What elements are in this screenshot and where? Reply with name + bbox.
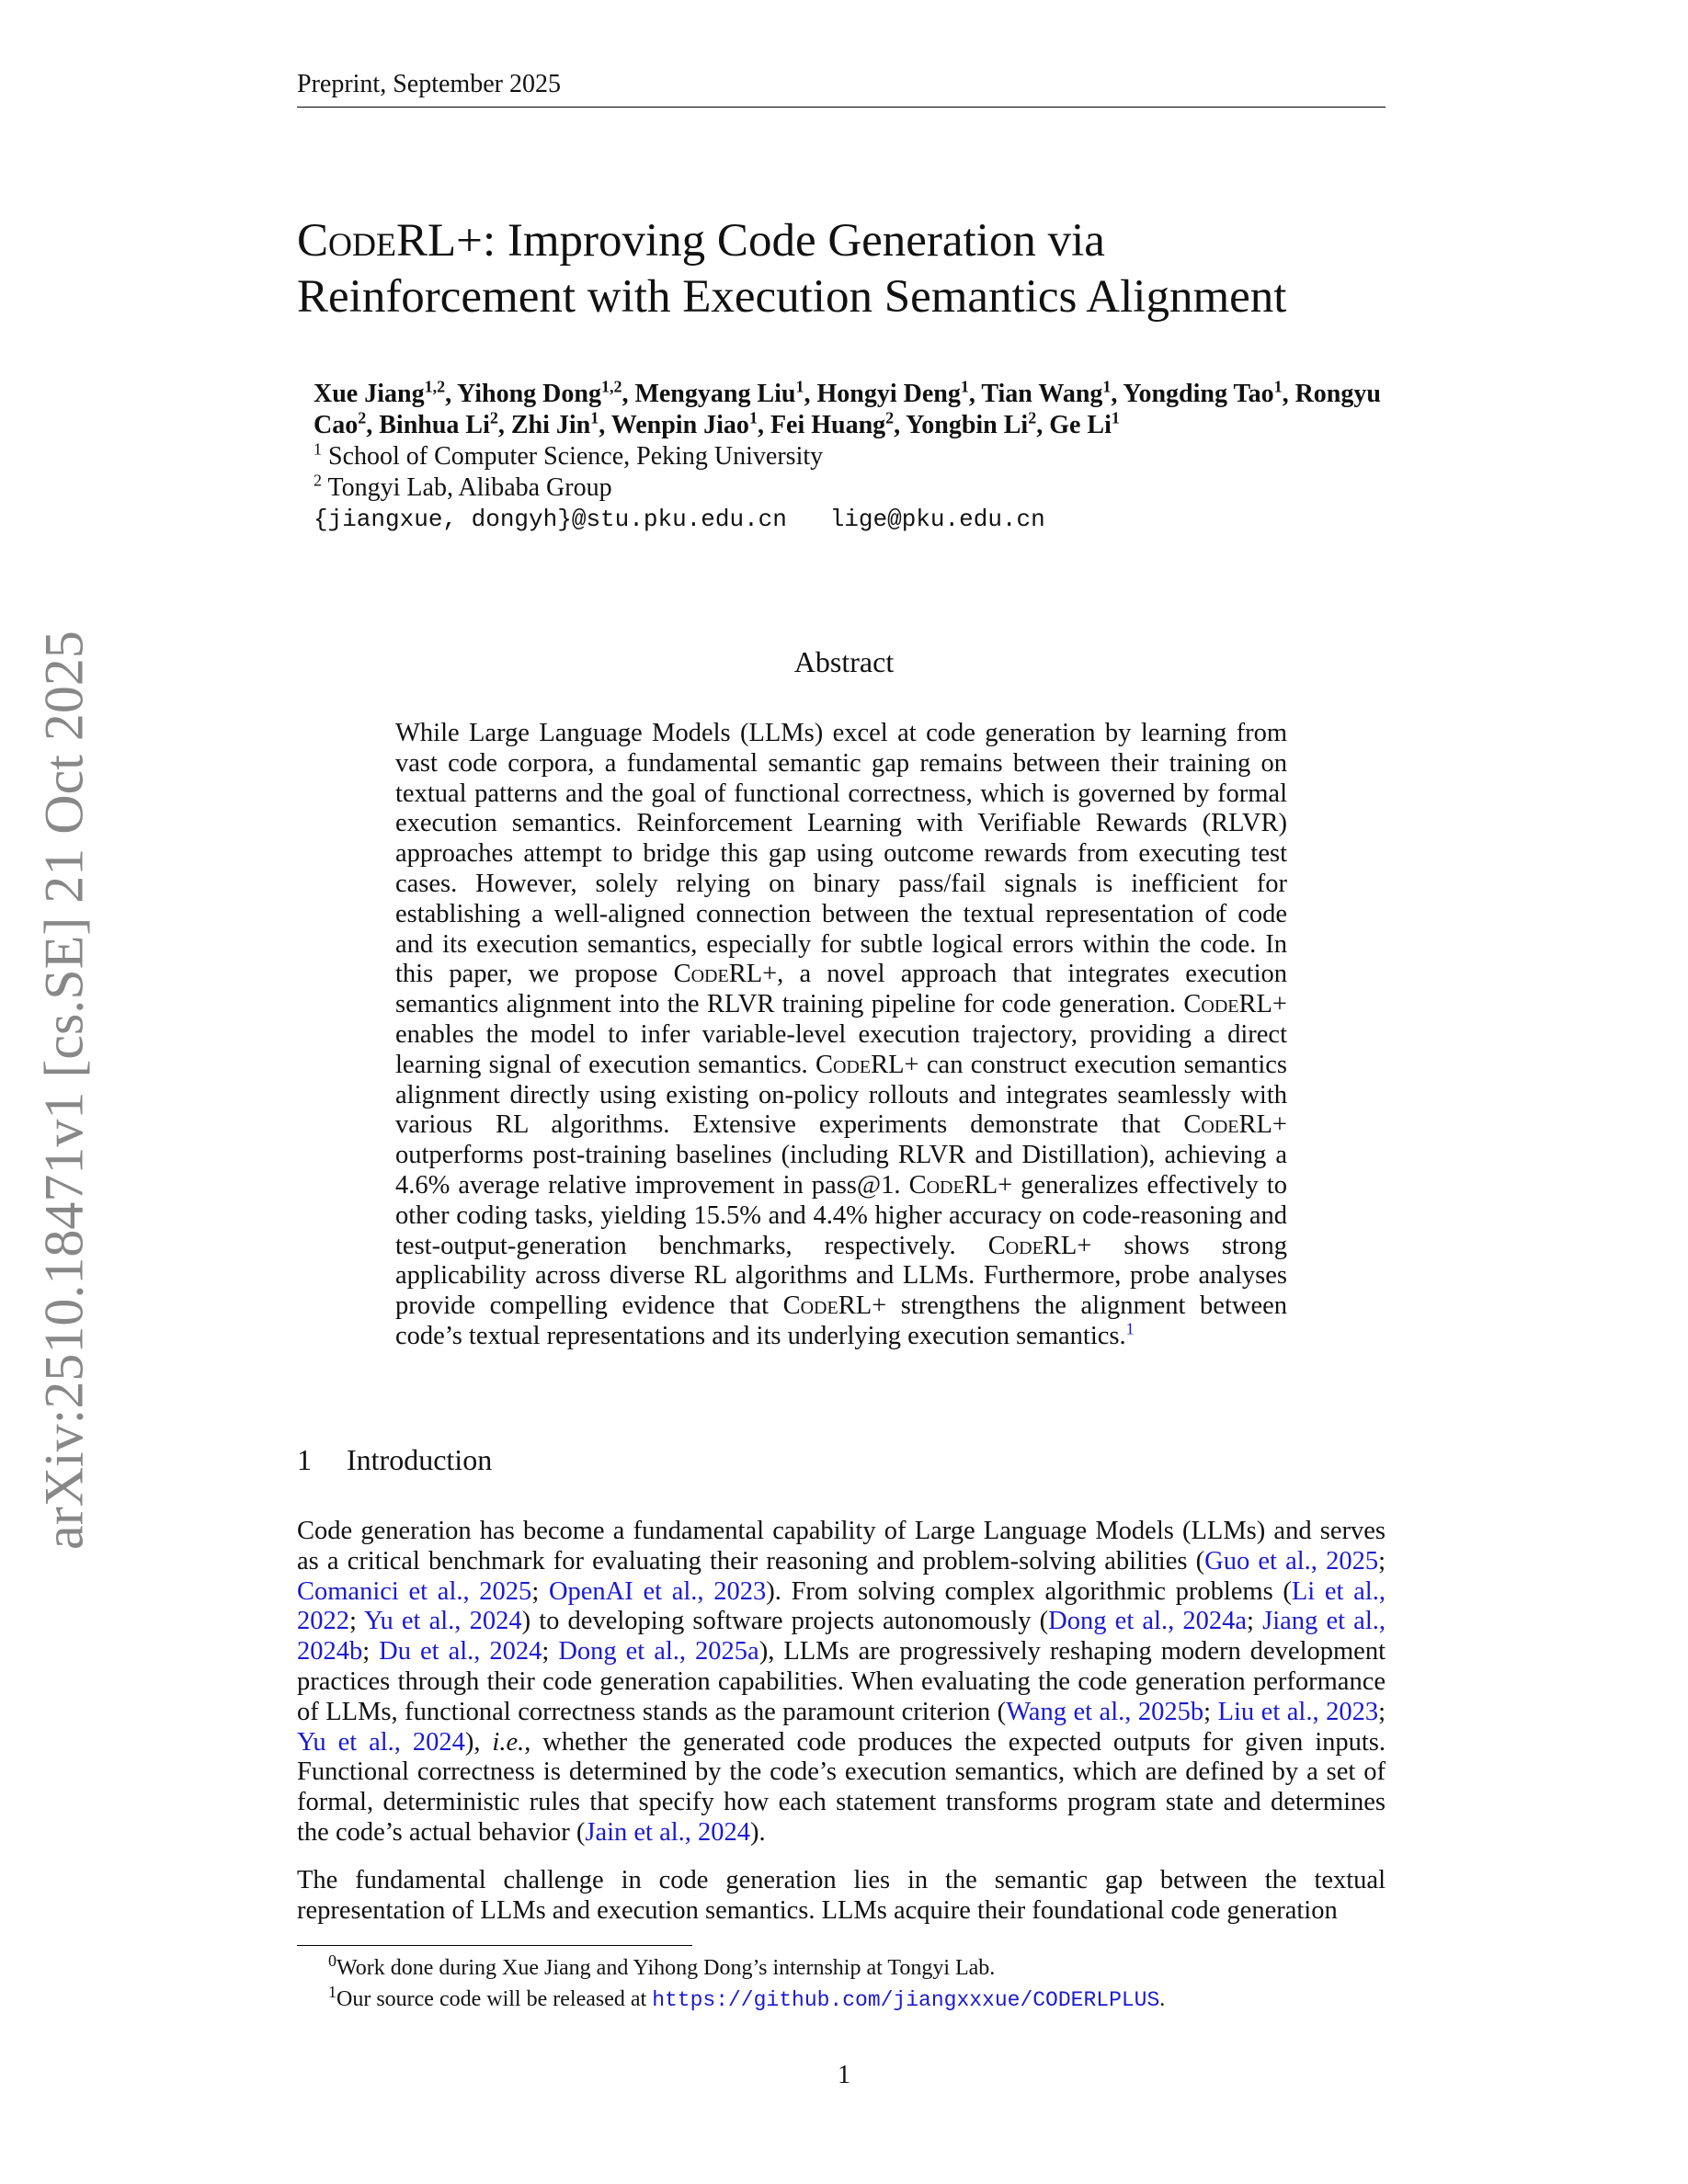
intro-paragraph-1 xyxy=(297,1517,1386,1848)
citation-link[interactable]: Yu et al., 2024 xyxy=(364,1607,522,1636)
method-name: Code xyxy=(815,1050,872,1079)
text-run: RL+, a novel approach that integrates execution semantics alignment into the RLVR training pipeline for code generation. xyxy=(395,960,1287,1019)
author-affiliation: 2 xyxy=(489,408,498,427)
text-run: ) to developing software projects autonomously ( xyxy=(521,1607,1049,1636)
footnote-end: . xyxy=(1159,1987,1166,2011)
method-name: Code xyxy=(908,1170,964,1200)
citation-link[interactable]: Dong et al., 2025a xyxy=(558,1637,759,1666)
author-affiliation: 1 xyxy=(748,408,758,427)
abstract-body xyxy=(395,719,1287,1352)
footnote-number: 0 xyxy=(328,1951,336,1970)
author-name: Fei Huang xyxy=(770,411,886,439)
citation-link[interactable]: Dong et al., 2024a xyxy=(1048,1607,1248,1636)
author-name: Zhi Jin xyxy=(510,411,591,439)
footnote-number: 1 xyxy=(328,1983,336,2001)
header-rule xyxy=(297,107,1386,108)
author-name: Ge Li xyxy=(1049,411,1112,439)
text-run: ). From solving complex algorithmic problems ( xyxy=(766,1576,1292,1606)
text-run: Code generation has become a fundamental capability of Large Language Models (LLMs) and serves as a critical benchmark for evaluating their reasoning and problem-solving abilities ( xyxy=(297,1517,1386,1575)
author-name: Xue Jiang xyxy=(314,380,425,408)
method-name: Code xyxy=(782,1291,838,1321)
citation-link[interactable]: OpenAI et al., 2023 xyxy=(548,1576,767,1606)
author-name: Tian Wang xyxy=(981,380,1103,408)
emails: {jiangxue, dongyh}@stu.pku.edu.cn lige@pku.edu.cn xyxy=(314,506,1045,533)
author-affiliation: 1 xyxy=(590,408,599,427)
text-run: ), LLMs are progressively reshaping modern development practices through their code generation capabilities. When evaluating the code generation performance of LLMs, functional correctness stands as the paramount criterion ( xyxy=(297,1637,1386,1726)
abstract-heading: Abstract xyxy=(793,645,895,678)
text-run: RL+ shows strong applicability across diverse RL algorithms and LLMs. Furthermore, probe analyses provide compelling evidence that xyxy=(395,1231,1287,1321)
author-affiliation: 1,2 xyxy=(424,377,446,396)
footnote-1 xyxy=(297,1984,1386,2016)
text-run: ; xyxy=(349,1607,365,1636)
author-name: Yongding Tao xyxy=(1123,380,1274,408)
text-run: RL+ outperforms post-training baselines (including RLVR and Distillation), achieving a 4.6% average relative improvement in pass@1. xyxy=(395,1110,1287,1200)
footnote-0 xyxy=(297,1952,1386,1984)
author-affiliation: 1 xyxy=(960,377,969,396)
method-name: Code xyxy=(1183,990,1239,1019)
citation-link[interactable]: Jain et al., 2024 xyxy=(585,1817,751,1847)
citation-link[interactable]: Jiang et al., 2024b xyxy=(297,1607,1386,1666)
author-affiliation: 1 xyxy=(1102,377,1112,396)
author-affiliation: 2 xyxy=(1028,408,1037,427)
text-run: RL+ enables the model to infer variable-level execution trajectory, providing a direct learning signal of execution semantics. xyxy=(395,990,1287,1079)
paper-title xyxy=(297,213,1391,325)
text-run: RL+ strengthens the alignment between code’s textual representations and its underlying execution semantics. xyxy=(395,1291,1287,1350)
intro-paragraph-2 xyxy=(297,1866,1386,1927)
author-name: Yongbin Li xyxy=(906,411,1029,439)
author-name: Hongyi Deng xyxy=(816,380,961,408)
text-run: The fundamental challenge in code generation lies in the semantic gap between the textual representation of LLMs and execution semantics. LLMs acquire their foundational code generation xyxy=(297,1866,1386,1925)
author-name: Rongyu Cao xyxy=(314,380,1381,439)
source-code-link[interactable]: https://github.com/jiangxxxue/CODERLPLUS xyxy=(652,1988,1160,2012)
citation-link[interactable]: Liu et al., 2023 xyxy=(1217,1697,1379,1726)
affiliation-text: School of Computer Science, Peking University xyxy=(328,442,824,471)
footnote-rule xyxy=(297,1945,692,1946)
text-run: While Large Language Models (LLMs) excel at code generation by learning from vast code corpora, a fundamental semantic gap remains between their training on textual patterns and the goal of functional correctness, which is governed by formal execution semantics. Reinforcement Learning with Verifiable Rewards (RLVR) approaches attempt to bridge this gap using outcome rewards from executing test cases. However, solely relying on binary pass/fail signals is inefficient for establishing a well-aligned connection between the textual representation of code and its execution semantics, especially for subtle logical errors within the code. In this paper, we propose xyxy=(395,719,1287,989)
section-heading xyxy=(297,1443,492,1477)
text-run: RL+ generalizes effectively to other coding tasks, yielding 15.5% and 4.4% higher accuracy on code-reasoning and test-output-generation benchmarks, respectively. xyxy=(395,1170,1287,1260)
text-run: ; xyxy=(542,1637,559,1666)
running-header: Preprint, September 2025 xyxy=(297,70,561,98)
title-rest: RL+: Improving Code Generation via Reinforcement with Execution Semantics Alignment xyxy=(297,215,1287,323)
method-name: Code xyxy=(1183,1110,1239,1140)
text-run: ; xyxy=(1378,1546,1386,1575)
citation-link[interactable]: Yu et al., 2024 xyxy=(297,1727,465,1757)
text-run: ; xyxy=(531,1576,549,1606)
affiliation-number: 2 xyxy=(314,471,322,490)
section-number: 1 xyxy=(297,1443,312,1476)
text-run: ; xyxy=(1203,1697,1218,1726)
citation-link[interactable]: Du et al., 2024 xyxy=(379,1637,542,1666)
citation-link[interactable]: Guo et al., 2025 xyxy=(1204,1546,1379,1575)
author-affiliation: 1 xyxy=(795,377,804,396)
author-list: Xue Jiang$^{1,2}$, Yihong Dong$^{1,2}$, Mengyang Liu$^1$, Hongyi Deng$^1$, Tian Wang$^1$, Yongding Tao$^1$, Rongyu Cao$^2$, Binhua Li$^2$, Zhi Jin$^1$, Wenpin Jiao$^1$, Fei Huang$^2$, Yongbin Li$^2$, Ge Li$^1$ xyxy=(314,377,1381,439)
method-name: Code xyxy=(987,1231,1044,1260)
author-affiliation: 2 xyxy=(358,408,367,427)
section-title: Introduction xyxy=(347,1443,493,1476)
footnote-text: Work done during Xue Jiang and Yihong Dong’s internship at Tongyi Lab. xyxy=(336,1956,996,1980)
author-affiliation: 1,2 xyxy=(600,377,622,396)
citation-link[interactable]: Wang et al., 2025b xyxy=(1006,1697,1204,1726)
author-affiliation: 2 xyxy=(885,408,895,427)
text-run: ; xyxy=(1247,1607,1263,1636)
text-run: ). xyxy=(750,1817,766,1847)
text-run: ; xyxy=(1378,1697,1386,1726)
author-name: Mengyang Liu xyxy=(634,380,796,408)
text-run: , whether the generated code produces the expected outputs for given inputs. Functional correctness is determined by the code’s execution semantics, which are defined by a set of formal, deterministic rules that specify how each statement transforms program state and determines the code’s actual behavior ( xyxy=(297,1727,1386,1847)
affiliation-2 xyxy=(314,472,1398,504)
footnotes xyxy=(297,1952,1386,2016)
arxiv-stamp: arXiv:2510.18471v1 [cs.SE] 21 Oct 2025 xyxy=(33,631,95,1550)
method-name: Code xyxy=(673,960,729,989)
text-run: RL+ can construct execution semantics alignment directly using existing on-policy rollouts and integrates seamlessly with various RL algorithms. Extensive experiments demonstrate that xyxy=(395,1050,1287,1140)
author-block xyxy=(314,379,1398,535)
title-smallcaps: Code xyxy=(297,215,397,267)
affiliation-text: Tongyi Lab, Alibaba Group xyxy=(327,473,612,502)
citation-link[interactable]: Li et al., 2022 xyxy=(297,1576,1386,1636)
footnote-ref[interactable]: 1 xyxy=(1125,1319,1135,1338)
author-name: Binhua Li xyxy=(379,411,490,439)
page-number: 1 xyxy=(838,2061,850,2089)
affiliation-1 xyxy=(314,441,1398,472)
author-affiliation: 1 xyxy=(1273,377,1283,396)
text-run: ), xyxy=(464,1727,493,1757)
citation-link[interactable]: Comanici et al., 2025 xyxy=(297,1576,532,1606)
author-affiliation: 1 xyxy=(1111,408,1120,427)
text-run: i.e. xyxy=(492,1727,525,1757)
footnote-text: Our source code will be released at xyxy=(336,1987,653,2011)
affiliation-number: 1 xyxy=(314,439,322,459)
author-name: Yihong Dong xyxy=(457,380,601,408)
text-run: ; xyxy=(362,1637,380,1666)
author-name: Wenpin Jiao xyxy=(610,411,749,439)
